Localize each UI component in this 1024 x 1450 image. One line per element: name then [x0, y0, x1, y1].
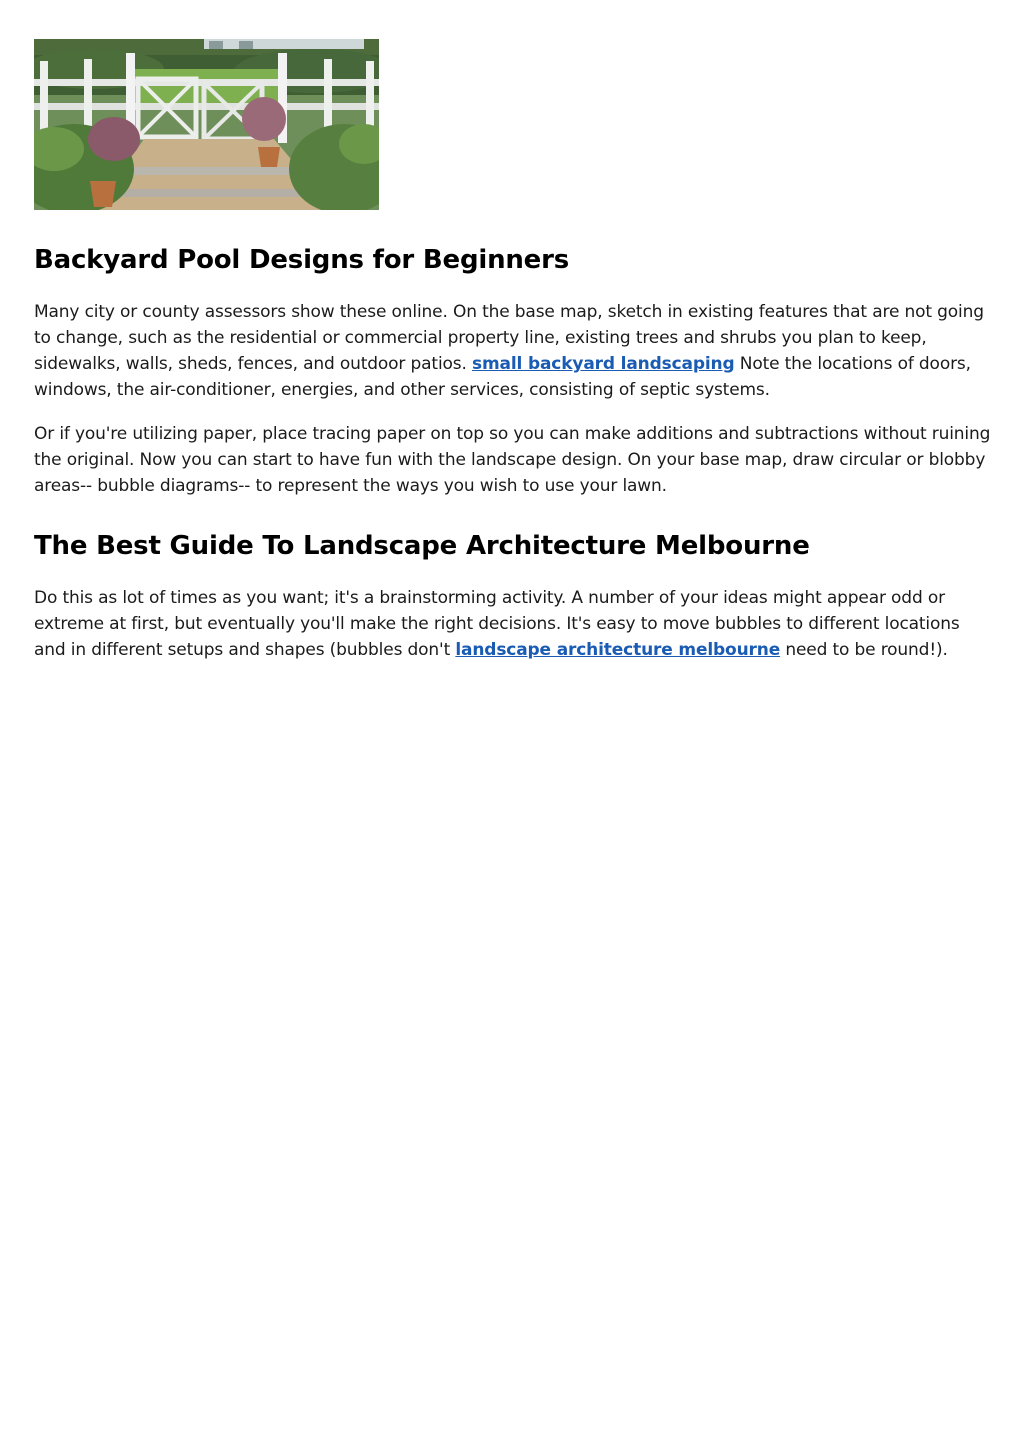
- section-heading-backyard-pool: Backyard Pool Designs for Beginners: [34, 245, 570, 275]
- paragraph-text: Note the locations of doors, windows, the air-conditioner, energies, and other services, consisting of septic systems.: [34, 354, 971, 400]
- paragraph-base-map: [34, 299, 992, 403]
- paragraph-brainstorming: [34, 585, 992, 663]
- section-heading-landscape-architecture: The Best Guide To Landscape Architecture Melbourne: [34, 531, 810, 561]
- paragraph-text: need to be round!).: [780, 640, 948, 660]
- link-landscape-architecture-melbourne[interactable]: landscape architecture melbourne: [455, 640, 781, 660]
- paragraph-tracing-paper: Or if you're utilizing paper, place tracing paper on top so you can make additions and subtractions without ruining the original. Now you can start to have fun with the landscape design. On your base map, draw circular or blobby areas-- bubble diagrams-- to represent the ways you wish to use your lawn.: [34, 424, 991, 496]
- paragraph-text: Many city or county assessors show these online. On the base map, sketch in existing features that are not going to change, such as the residential or commercial property line, existing trees and shrubs you plan to keep, sidewalks, walls, sheds, fences, and outdoor patios.: [34, 302, 984, 374]
- link-small-backyard-landscaping[interactable]: small backyard landscaping: [471, 354, 735, 374]
- paragraph-text: Do this as lot of times as you want; it's a brainstorming activity. A number of your ideas might appear odd or extreme at first, but eventually you'll make the right decisions. It's easy to move bubbles to different locations and in different setups and shapes (bubbles don't: [34, 588, 960, 660]
- garden-gate-image: [34, 39, 379, 210]
- document-page: [34, 39, 992, 663]
